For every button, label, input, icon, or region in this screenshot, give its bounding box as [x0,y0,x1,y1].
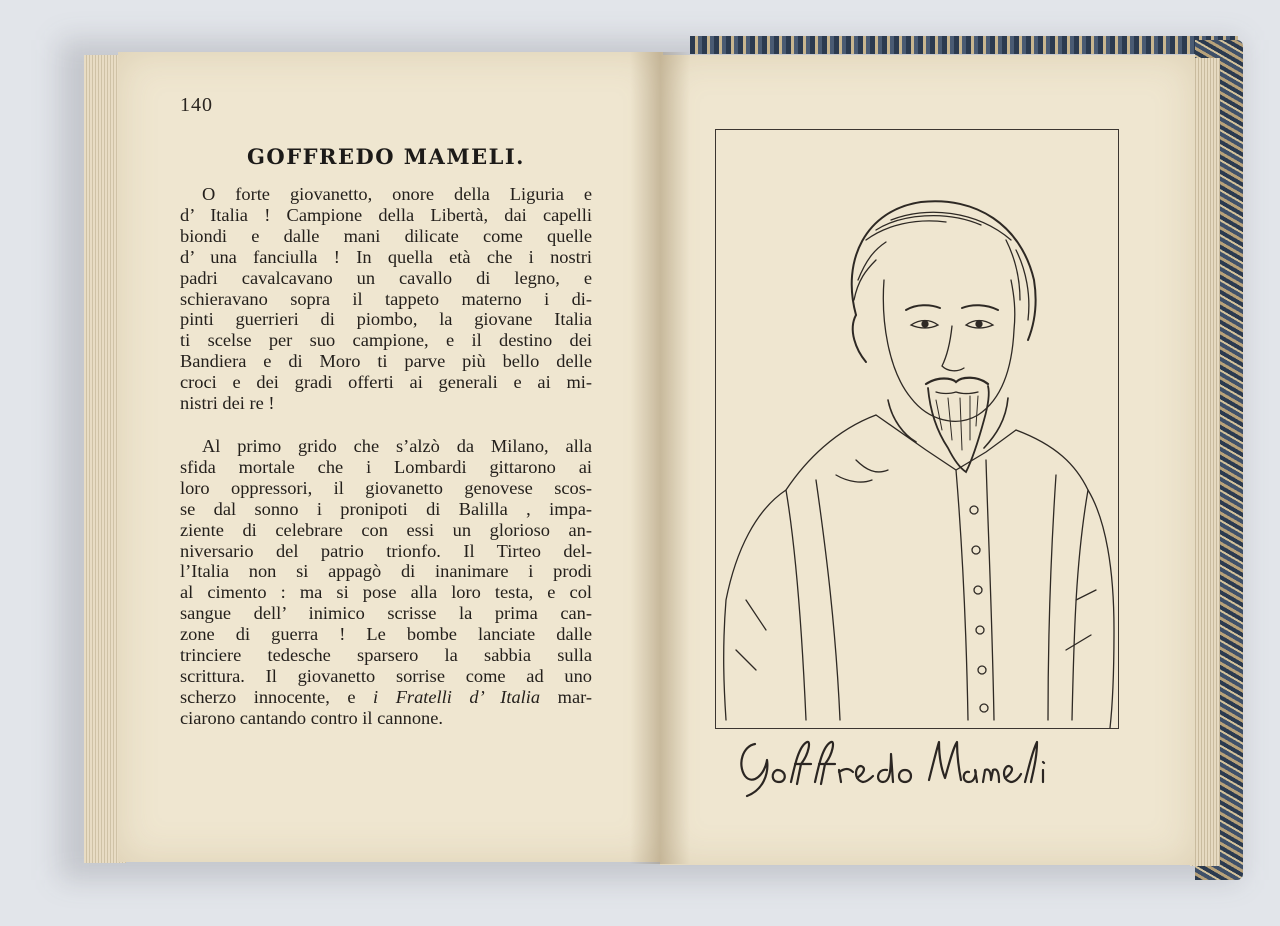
paragraph-2 [180,436,592,729]
text-line: niversario del patrio trionfo. Il Tirteo del- [180,540,592,561]
text-line: ti scelse per suo campione, e il destino dei [180,330,592,351]
text-line: d’ Italia ! Campione della Libertà, dai capelli [180,204,592,225]
text-line: sangue dell’ inimico scrisse la prima can- [180,603,592,624]
text-span: scherzo innocente, e [180,686,374,707]
text-span: mar- [540,686,593,707]
chapter-title: GOFFREDO MAMELI. [246,144,525,169]
song-title-italic: i Fratelli d’ Italia [373,686,541,707]
text-line: schieravano sopra il tappeto materno i di- [180,288,592,309]
handwritten-signature [725,724,1085,804]
text-line: pinti guerrieri di piombo, la giovane Italia [180,309,592,330]
text-line: Al primo grido che s’alzò da Milano, alla [202,436,592,456]
text-line: zone di guerra ! Le bombe lanciate dalle [180,624,592,645]
text-line: scrittura. Il giovanetto sorrise come ad uno [180,665,592,686]
text-line: Bandiera e di Moro ti parve più bello delle [180,351,592,372]
marbled-cover-top [690,36,1238,54]
text-line: ciarono cantando contro il cannone. [180,707,443,728]
text-line: biondi e dalle mani dilicate come quelle [180,225,592,246]
text-line: trinciere tedesche sparsero la sabbia sulla [180,645,592,666]
text-line: croci e dei gradi offerti ai generali e ai mi- [180,372,592,393]
page-number: 140 [180,94,213,116]
text-line: padri cavalcavano un cavallo di legno, e [180,267,592,288]
text-line: l’Italia non si appagò di inanimare i prodi [180,561,592,582]
text-line: al cimento : ma si pose alla loro testa, e col [180,582,592,603]
text-line: loro oppressori, il giovanetto genovese scos- [180,477,592,498]
paragraph-1 [180,184,592,414]
text-line: nistri dei re ! [180,393,275,414]
text-line: sfida mortale che i Lombardi gittarono ai [180,456,592,477]
portrait-engraving [716,130,1118,728]
text-line: O forte giovanetto, onore della Liguria e [202,184,592,204]
text-line: d’ una fanciulla ! In quella età che i nostri [180,246,592,267]
text-line: se dal sonno i pronipoti di Balilla , impa- [180,498,592,519]
text-line: ziente di celebrare con essi un glorioso an- [180,519,592,540]
text-line-italic-title [180,687,592,708]
portrait-frame [715,129,1119,729]
book-gutter [630,52,690,864]
